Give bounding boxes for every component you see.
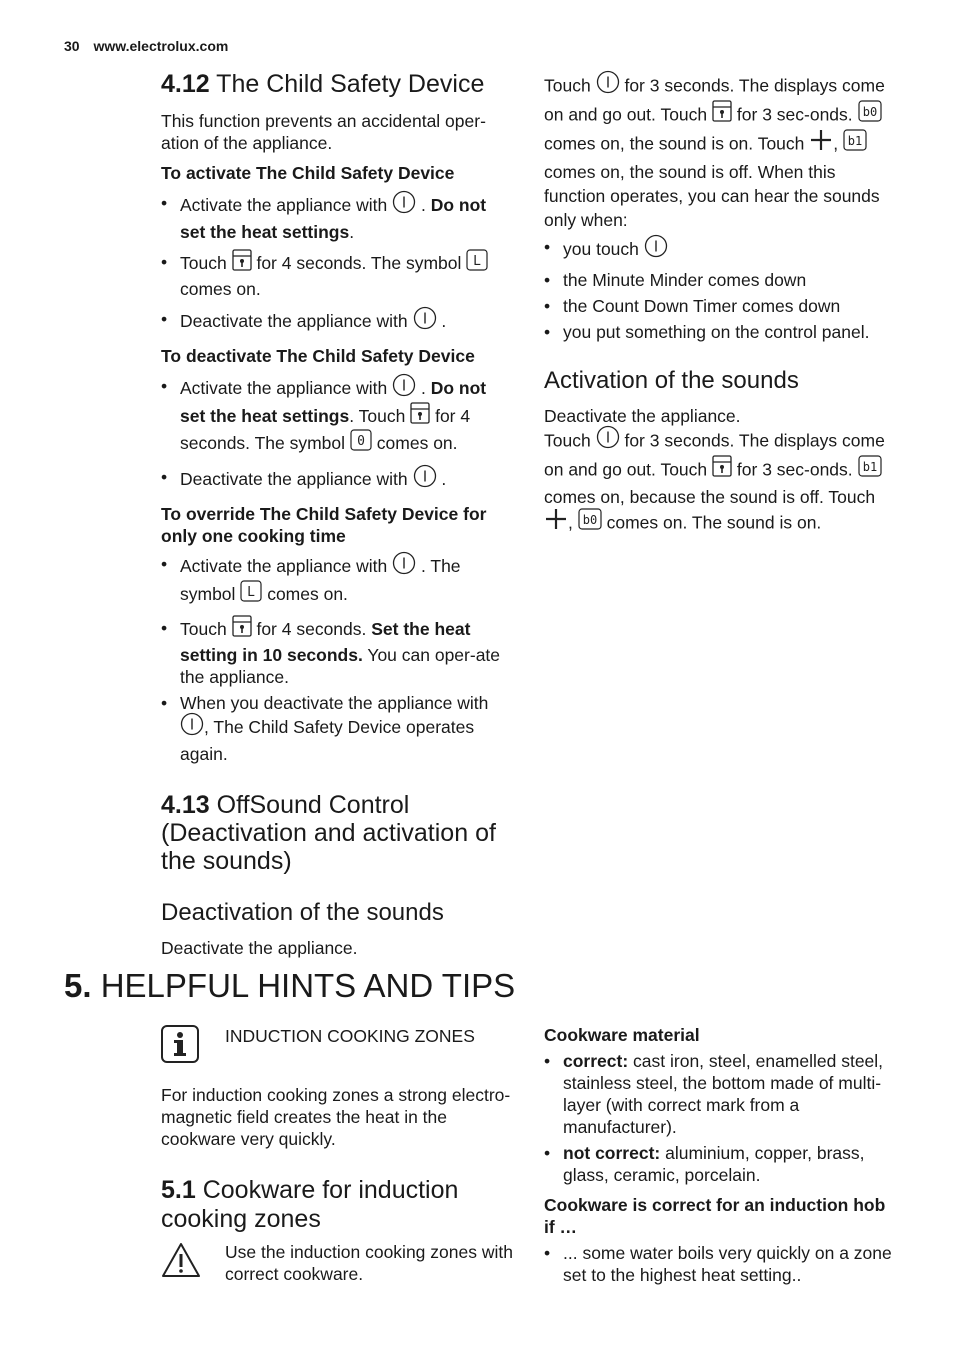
list-item: • the Minute Minder comes down bbox=[544, 269, 900, 291]
deactivate-heading: To deactivate The Child Safety Device bbox=[161, 346, 475, 366]
zero-symbol-icon bbox=[350, 429, 372, 456]
info-icon bbox=[161, 1025, 199, 1068]
lock-key-icon bbox=[410, 402, 430, 429]
activation-steps: Touch for 3 seconds. The displays come on and go out. Touch for 3 sec-onds. b1 comes on, because the sound is off. Touch , b0 comes on. The sound is on. bbox=[544, 427, 900, 539]
list-item: • Activate the appliance with . Do not set the heat settings. Touch for 4 seconds. The symbol 0 comes on. bbox=[161, 375, 513, 458]
section-4-13-heading: 4.13 OffSound Control (Deactivation and activation of the sounds) bbox=[161, 791, 496, 875]
plus-icon bbox=[809, 128, 833, 158]
b1-symbol-icon bbox=[843, 129, 867, 157]
list-item: • Touch for 4 seconds. The symbol L comes on. bbox=[161, 251, 513, 300]
b0-symbol-icon bbox=[858, 100, 882, 128]
list-item: • the Count Down Timer comes down bbox=[544, 295, 900, 317]
lock-symbol-icon bbox=[240, 580, 262, 607]
list-item: • Activate the appliance with . Do not set the heat settings. bbox=[161, 192, 513, 243]
override-heading: To override The Child Safety Device for only one cooking time bbox=[161, 504, 487, 546]
deactivation-text: Deactivate the appliance. bbox=[161, 938, 358, 958]
info-label: INDUCTION COOKING ZONES bbox=[225, 1026, 475, 1046]
cookware-list bbox=[544, 1050, 900, 1186]
page-header bbox=[64, 38, 228, 54]
lock-key-icon bbox=[232, 249, 252, 276]
svg-text:0: 0 bbox=[357, 434, 365, 449]
list-item: • Touch for 4 seconds. Set the heat setting in 10 seconds. You can oper-ate the appliance. bbox=[161, 617, 513, 688]
section-4-12-intro: This function prevents an accidental oper-ation of the appliance. bbox=[161, 111, 486, 153]
list-item: • When you deactivate the appliance with , The Child Safety Device operates again. bbox=[161, 692, 513, 765]
override-list bbox=[161, 553, 513, 765]
power-icon bbox=[413, 464, 437, 493]
warning-icon bbox=[161, 1241, 201, 1284]
activate-list bbox=[161, 192, 513, 337]
power-icon bbox=[180, 712, 204, 741]
power-icon bbox=[644, 234, 668, 263]
power-icon bbox=[392, 373, 416, 402]
plus-icon bbox=[544, 507, 568, 537]
section-4-12-heading: 4.12 The Child Safety Device bbox=[161, 70, 485, 98]
svg-text:b1: b1 bbox=[862, 460, 877, 474]
b1-symbol-icon bbox=[858, 455, 882, 483]
lock-key-icon bbox=[712, 100, 732, 128]
deactivate-list bbox=[161, 375, 513, 495]
svg-text:L: L bbox=[247, 585, 256, 600]
svg-text:L: L bbox=[473, 254, 482, 269]
svg-text:b0: b0 bbox=[862, 105, 877, 119]
power-icon bbox=[413, 306, 437, 335]
chapter-5-heading: 5. HELPFUL HINTS AND TIPS bbox=[64, 967, 516, 1004]
list-item: • you put something on the control panel. bbox=[544, 321, 900, 343]
cookware-list-2 bbox=[544, 1242, 900, 1286]
lock-symbol-icon bbox=[466, 249, 488, 276]
activate-heading: To activate The Child Safety Device bbox=[161, 163, 455, 183]
lock-key-icon bbox=[712, 455, 732, 483]
activation-text: Deactivate the appliance. bbox=[544, 406, 741, 426]
list-item: • Deactivate the appliance with . bbox=[161, 466, 513, 495]
deactivation-steps: Touch for 3 seconds. The displays come on and go out. Touch for 3 sec-onds. b0 comes on, the sound is on. Touch , b1 comes on, the sound is off. When this function operates, you can hear the sounds only when: bbox=[544, 72, 900, 232]
activation-subheading: Activation of the sounds bbox=[544, 367, 799, 394]
list-item: • Activate the appliance with . The symbol L comes on. bbox=[161, 553, 513, 609]
power-icon bbox=[596, 425, 620, 455]
b0-symbol-icon bbox=[578, 508, 602, 536]
list-item: • correct: cast iron, steel, enamelled steel, stainless steel, the bottom made of multi-layer (with correct mark from a manufacturer). bbox=[544, 1050, 900, 1138]
svg-text:b1: b1 bbox=[847, 134, 863, 148]
section-5-1-heading: 5.1 Cookware for induction cooking zones bbox=[161, 1176, 459, 1233]
cookware-heading-2: Cookware is correct for an induction hob if … bbox=[544, 1195, 886, 1237]
sound-list bbox=[544, 236, 900, 343]
list-item: • ... some water boils very quickly on a zone set to the highest heat setting.. bbox=[544, 1242, 900, 1286]
left-column bbox=[161, 70, 513, 959]
power-icon bbox=[596, 70, 620, 100]
svg-text:b0: b0 bbox=[582, 513, 597, 527]
right-column bbox=[544, 72, 900, 539]
page-number: 30 bbox=[64, 38, 80, 54]
chapter-5-left bbox=[161, 1084, 513, 1234]
deactivation-subheading: Deactivation of the sounds bbox=[161, 899, 444, 926]
power-icon bbox=[392, 190, 416, 219]
power-icon bbox=[392, 551, 416, 580]
list-item: • Deactivate the appliance with . bbox=[161, 308, 513, 337]
list-item: • not correct: aluminium, copper, brass, glass, ceramic, porcelain. bbox=[544, 1142, 900, 1186]
cookware-heading: Cookware material bbox=[544, 1025, 700, 1045]
induction-text: For induction cooking zones a strong electro-magnetic field creates the heat in the cookware very quickly. bbox=[161, 1085, 511, 1149]
lock-key-icon bbox=[232, 615, 252, 642]
site-url[interactable]: www.electrolux.com bbox=[93, 38, 229, 54]
chapter-5-right bbox=[544, 1024, 900, 1286]
list-item: • you touch bbox=[544, 236, 900, 265]
warning-text: Use the induction cooking zones with correct cookware. bbox=[225, 1242, 513, 1284]
